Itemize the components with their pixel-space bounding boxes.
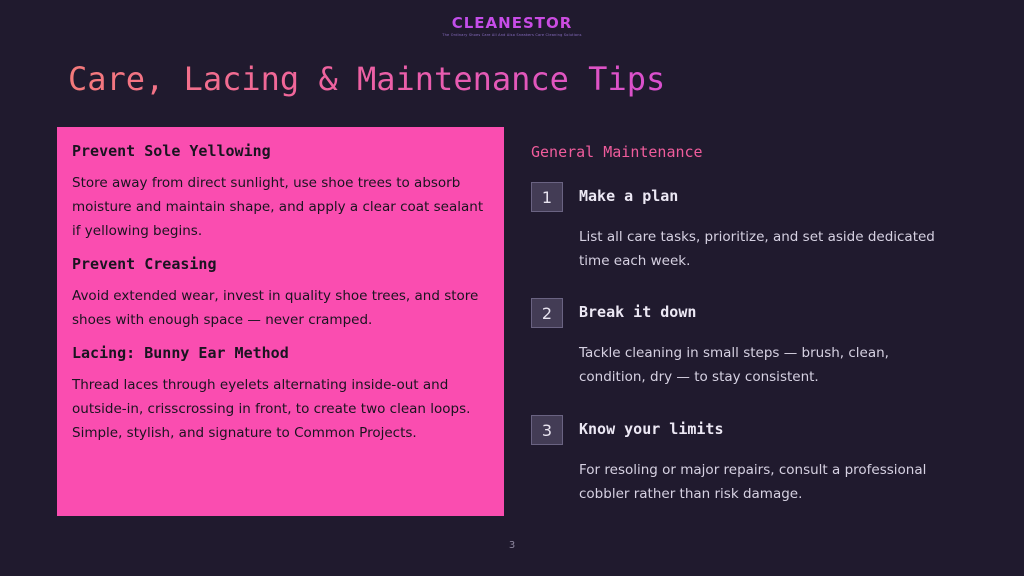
step-body: List all care tasks, prioritize, and set aside dedicated time each week. bbox=[579, 229, 935, 269]
step-heading: Break it down bbox=[579, 303, 697, 321]
logo-tagline: The Ordinary Shoes Care All And Also Sneakers Care Cleaning Solutions bbox=[442, 33, 582, 37]
step-heading: Know your limits bbox=[579, 420, 724, 438]
tip-heading: Prevent Creasing bbox=[72, 255, 217, 273]
page-number: 3 bbox=[508, 540, 516, 551]
step-number-badge: 1 bbox=[531, 182, 563, 212]
step-heading: Make a plan bbox=[579, 187, 679, 205]
tips-card bbox=[57, 127, 504, 516]
tip-heading: Prevent Sole Yellowing bbox=[72, 142, 271, 160]
tip-body: Avoid extended wear, invest in quality shoe trees, and store shoes with enough space — never cramped. bbox=[72, 288, 479, 328]
slide-title: Care, Lacing & Maintenance Tips bbox=[68, 60, 666, 98]
step-body: Tackle cleaning in small steps — brush, clean, condition, dry — to stay consistent. bbox=[579, 345, 889, 385]
logo-wordmark: CLEANESTOR bbox=[0, 14, 1024, 32]
tip-body: Thread laces through eyelets alternating inside-out and outside-in, crisscrossing in front, to create two clean loops. Simple, stylish, and signature to Common Projects. bbox=[72, 377, 471, 441]
brand-logo bbox=[0, 14, 1024, 37]
tip-heading: Lacing: Bunny Ear Method bbox=[72, 344, 289, 362]
step-number-badge: 2 bbox=[531, 298, 563, 328]
step-number-badge: 3 bbox=[531, 415, 563, 445]
general-maintenance-title: General Maintenance bbox=[531, 143, 703, 161]
step-body: For resoling or major repairs, consult a professional cobbler rather than risk damage. bbox=[579, 462, 927, 502]
tip-body: Store away from direct sunlight, use shoe trees to absorb moisture and maintain shape, and apply a clear coat sealant if yellowing begins. bbox=[72, 175, 484, 239]
